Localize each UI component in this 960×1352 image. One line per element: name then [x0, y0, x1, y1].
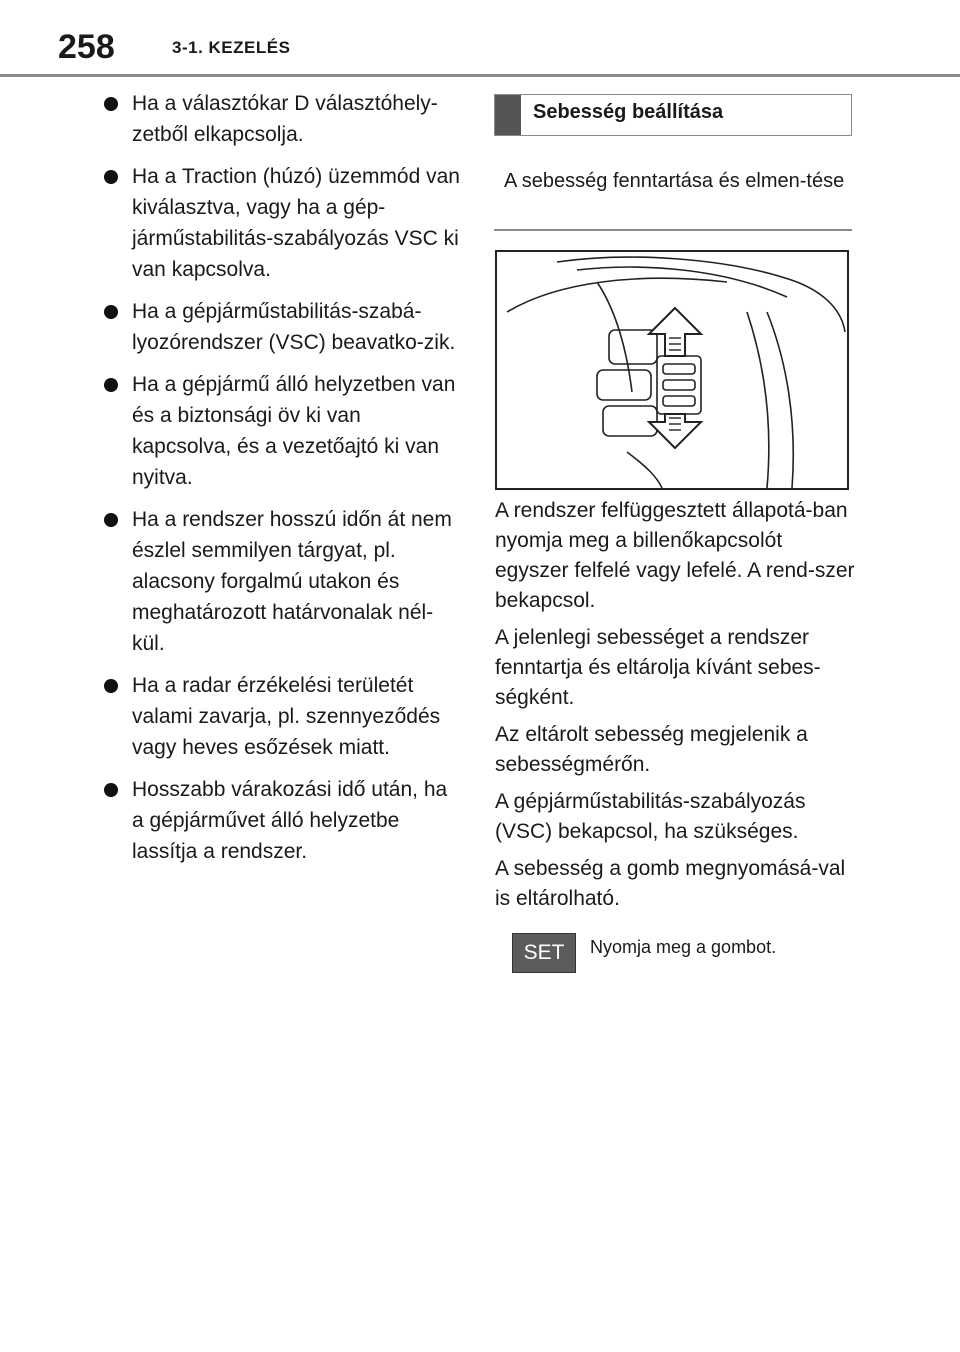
paragraph: A sebesség a gomb megnyomásá-val is eltárolható.	[495, 857, 846, 910]
subheading-rule	[494, 229, 852, 231]
subheading: A sebesség fenntartása és elmen-tése	[504, 170, 845, 192]
list-item: Ha a gépjárműstabilitás-szabá-lyozórendszer (VSC) beavatko-zik.	[102, 296, 462, 358]
bullet-icon	[104, 170, 118, 184]
set-button-icon: SET	[512, 933, 576, 973]
header-rule	[0, 74, 960, 77]
steering-wheel-illustration	[495, 250, 849, 490]
bullet-icon	[104, 783, 118, 797]
section-title: 3-1. KEZELÉS	[172, 38, 291, 57]
list-item: Ha a rendszer hosszú időn át nem észlel semmilyen tárgyat, pl. alacsony forgalmú utakon és meghatározott határvonalak nél-kül.	[102, 504, 462, 659]
bullet-icon	[104, 305, 118, 319]
paragraph: A gépjárműstabilitás-szabályozás (VSC) bekapcsol, ha szükséges.	[495, 790, 806, 843]
set-caption: Nyomja meg a gombot.	[590, 937, 777, 957]
section-heading	[494, 94, 852, 136]
bullet-icon	[104, 513, 118, 527]
list-item: Ha a választókar D választóhely-zetből elkapcsolja.	[102, 88, 462, 150]
right-body	[495, 496, 855, 921]
paragraph: Az eltárolt sebesség megjelenik a sebességmérőn.	[495, 723, 808, 776]
page-number: 258	[58, 28, 115, 66]
list-item: Ha a gépjármű álló helyzetben van és a biztonsági öv ki van kapcsolva, és a vezetőajtó ki van nyitva.	[102, 369, 462, 493]
bullet-icon	[104, 679, 118, 693]
bullet-icon	[104, 97, 118, 111]
paragraph: A jelenlegi sebességet a rendszer fenntartja és eltárolja kívánt sebes-ségként.	[495, 626, 821, 709]
steering-wheel-switch-icon	[497, 252, 847, 488]
left-column	[102, 88, 462, 878]
bullet-icon	[104, 378, 118, 392]
list-item: Ha a radar érzékelési területét valami zavarja, pl. szennyeződés vagy heves esőzések miatt.	[102, 670, 462, 763]
heading-tab	[495, 95, 521, 135]
list-item: Hosszabb várakozási idő után, ha a gépjárművet álló helyzetbe lassítja a rendszer.	[102, 774, 462, 867]
paragraph: A rendszer felfüggesztett állapotá-ban nyomja meg a billenőkapcsolót egyszer felfelé vagy lefelé. A rend-szer bekapcsol.	[495, 499, 855, 612]
heading-text: Sebesség beállítása	[533, 101, 724, 123]
list-item: Ha a Traction (húzó) üzemmód van kiválasztva, vagy ha a gép-járműstabilitás-szabályozás VSC ki van kapcsolva.	[102, 161, 462, 285]
